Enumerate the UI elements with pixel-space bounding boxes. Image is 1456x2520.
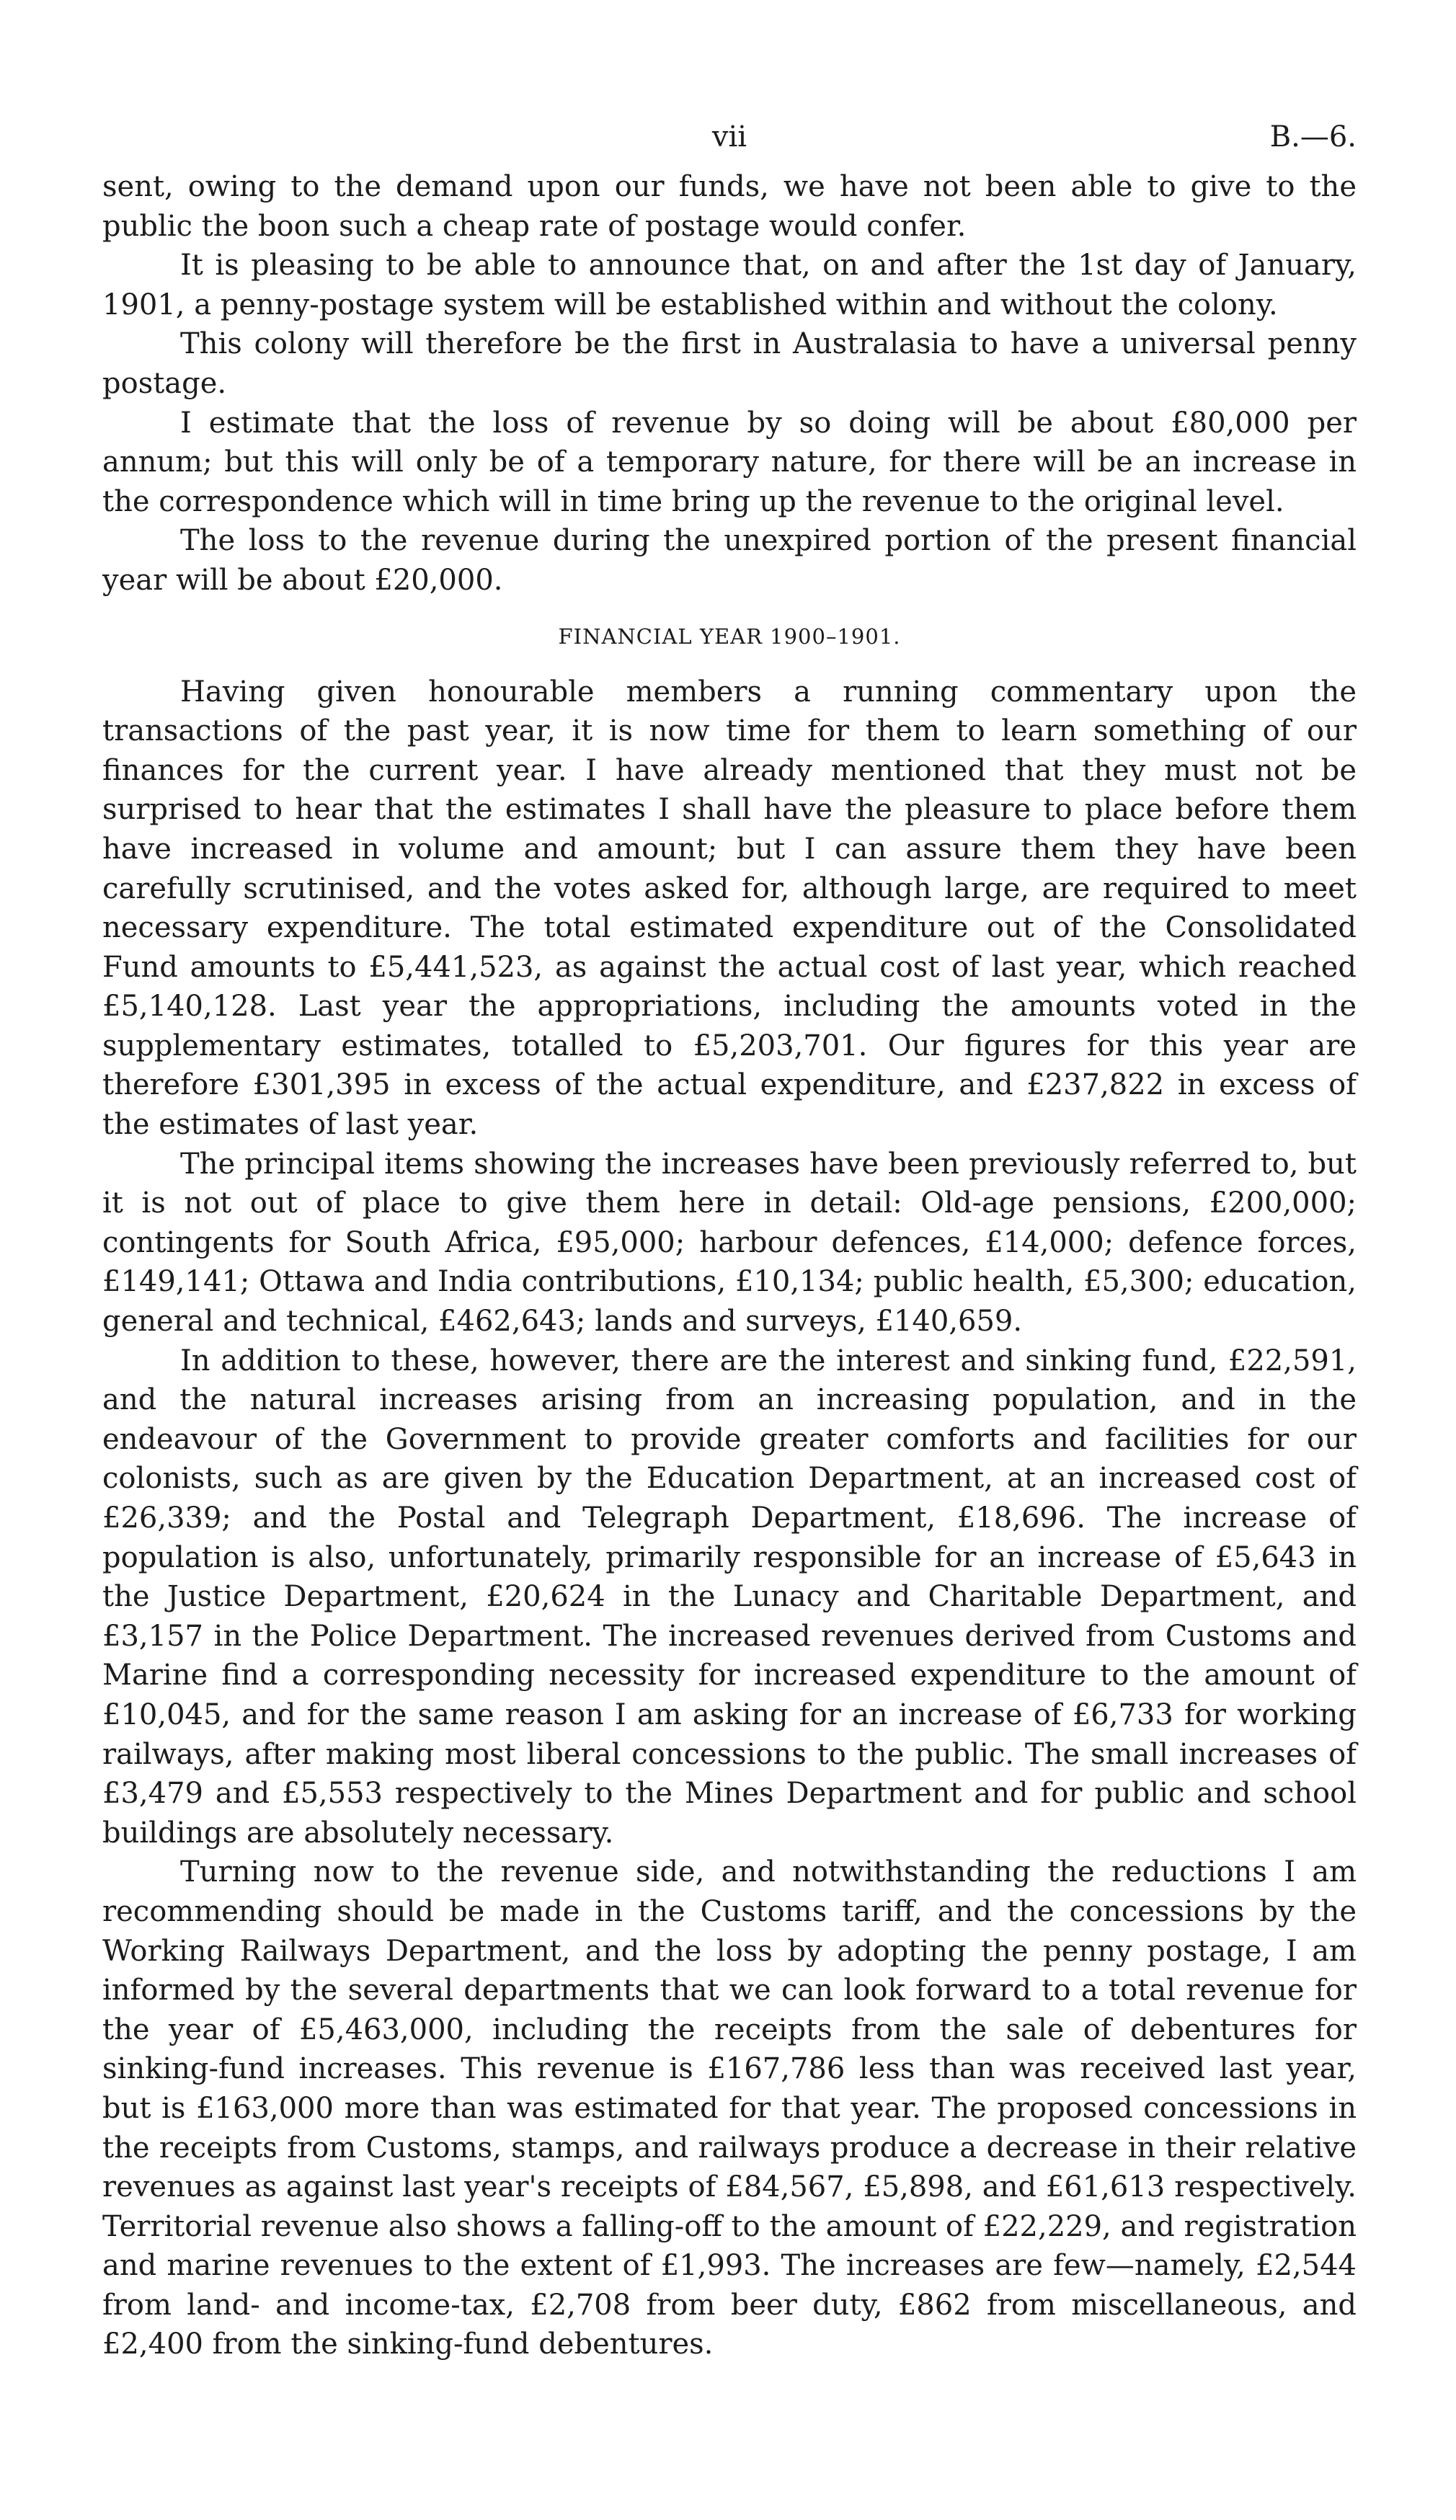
paragraph: Having given honourable members a running commentary upon the transactions of the past year, it is now time for them to learn something of our finances for the current year. I have already mentioned that they must not be surprised to hear that the estimates I shall have the pleasure to place before them have increased in volume and amount; but I can assure them they have been carefully scrutinised, and the votes asked for, although large, are required to meet necessary expenditure. The total estimated expenditure out of the Consolidated Fund amounts to £5,441,523, as against the actual cost of last year, which reached £5,140,128. Last year the appropriations, including the amounts voted in the supplementary estimates, totalled to £5,203,701. Our figures for this year are therefore £301,395 in excess of the actual expenditure, and £237,822 in excess of the estimates of last year.: [102, 675, 1357, 1142]
paragraph: The principal items showing the increases have been previously referred to, but it is not out of place to give them here in detail: Old-age pensions, £200,000; contingents for South Africa, £95,000; harbour defences, £14,000; defence forces, £149,141; Ottawa and India contributions, £10,134; public health, £5,300; education, general and technical, £462,643; lands and surveys, £140,659.: [102, 1147, 1357, 1339]
document-reference: B.—6.: [1269, 120, 1357, 154]
page-header: [102, 120, 1357, 167]
page-number: vii: [711, 120, 747, 154]
paragraph: I estimate that the loss of revenue by so doing will be about £80,000 per annum; but this will only be of a temporary nature, for there will be an increase in the correspondence which will in time bring up the revenue to the original level.: [102, 406, 1357, 518]
section-heading: FINANCIAL YEAR 1900–1901.: [558, 624, 901, 649]
paragraph: It is pleasing to be able to announce that, on and after the 1st day of January, 1901, a penny-postage system will be established within and without the colony.: [102, 249, 1357, 321]
paragraph: sent, owing to the demand upon our funds, we have not been able to give to the public the boon such a cheap rate of postage would confer.: [102, 170, 1357, 243]
paragraph: In addition to these, however, there are the interest and sinking fund, £22,591, and the natural increases arising from an increasing population, and in the endeavour of the Government to provide greater comforts and facilities for our colonists, such as are given by the Education Department, at an increased cost of £26,339; and the Postal and Telegraph Department, £18,696. The increase of population is also, unfortunately, primarily responsible for an increase of £5,643 in the Justice Department, £20,624 in the Lunacy and Charitable Department, and £3,157 in the Police Department. The increased revenues derived from Customs and Marine find a corresponding necessity for increased expenditure to the amount of £10,045, and for the same reason I am asking for an increase of £6,733 for working railways, after making most liberal concessions to the public. The small increases of £3,479 and £5,553 respectively to the Mines Department and for public and school buildings are absolutely necessary.: [102, 1344, 1357, 1850]
paragraph: Turning now to the revenue side, and notwithstanding the reductions I am recommending should be made in the Customs tariff, and the concessions by the Working Railways Department, and the loss by adopting the penny postage, I am informed by the several departments that we can look forward to a total revenue for the year of £5,463,000, including the receipts from the sale of debentures for sinking-fund increases. This revenue is £167,786 less than was received last year, but is £163,000 more than was estimated for that year. The proposed concessions in the receipts from Customs, stamps, and railways produce a decrease in their relative revenues as against last year's receipts of £84,567, £5,898, and £61,613 respectively. Territorial revenue also shows a falling-off to the amount of £22,229, and registration and marine revenues to the extent of £1,993. The increases are few—namely, £2,544 from land- and income-tax, £2,708 from beer duty, £862 from miscellaneous, and £2,400 from the sinking-fund debentures.: [102, 1855, 1357, 2361]
paragraph: This colony will therefore be the first in Australasia to have a universal penny postage.: [102, 327, 1357, 400]
document-page: [102, 120, 1357, 2465]
paragraph: The loss to the revenue during the unexpired portion of the present financial year will be about £20,000.: [102, 524, 1357, 597]
body-text: [102, 167, 1357, 2364]
